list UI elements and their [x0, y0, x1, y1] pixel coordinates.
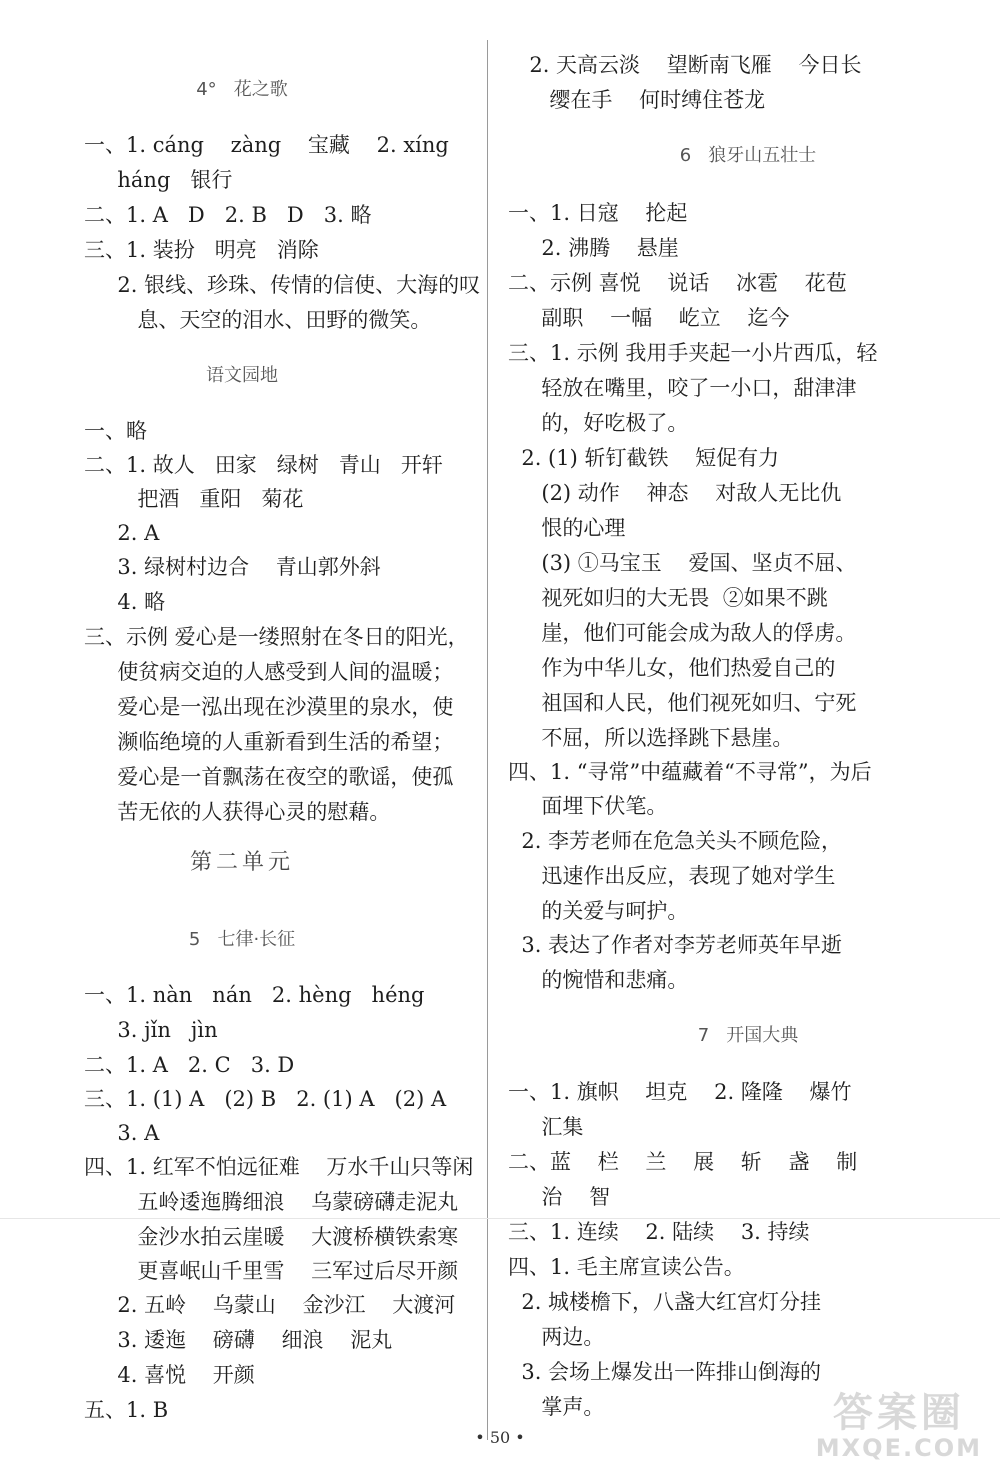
answer-line: 崖，他们可能会成为敌人的俘虏。 [508, 621, 857, 645]
answer-line: 祖国和人民，他们视死如归、宁死 [508, 691, 857, 715]
answer-line: 治 智 [508, 1185, 611, 1209]
answer-line: 2. 五岭 乌蒙山 金沙江 大渡河 [84, 1293, 456, 1317]
answer-line: 2. 沸腾 悬崖 [508, 236, 679, 260]
watermark-text: 答案圈 [832, 1390, 965, 1436]
answer-line: 面埋下伏笔。 [508, 794, 668, 818]
answer-line: 轻放在嘴里，咬了一小口，甜津津 [508, 376, 857, 400]
answer-line: 息、天空的泪水、田野的微笑。 [84, 308, 432, 332]
section-heading-7: 7 开国大典 [697, 1025, 799, 1046]
answer-line: 濒临绝境的人重新看到生活的希望； [84, 730, 454, 754]
answer-line: 使贫病交迫的人感受到人间的温暖； [84, 660, 454, 684]
section-heading-5: 5 七律·长征 [188, 929, 296, 950]
answer-line: 2. 银线、珍珠、传情的信使、大海的叹 [84, 273, 481, 297]
answer-line: 四、1. “寻常”中蕴藏着“不寻常”，为后 [508, 760, 872, 784]
section-heading-4: 4° 花之歌 [196, 79, 288, 100]
answer-line: 二、1. A D 2. B D 3. 略 [84, 203, 372, 227]
answer-line: 三、1. 连续 2. 陆续 3. 持续 [508, 1220, 810, 1244]
column-divider [487, 40, 488, 1440]
answer-line: 二、1. A 2. C 3. D [84, 1053, 295, 1077]
answer-line: 2. 天高云淡 望断南飞雁 今日长 [516, 53, 862, 77]
answer-line: 2. 城楼檐下，八盏大红宫灯分挂 [508, 1290, 822, 1314]
page-number: • 50 • [475, 1428, 525, 1447]
answer-line: 五岭逶迤腾细浪 乌蒙磅礴走泥丸 [84, 1190, 459, 1214]
answer-line: 一、1. 旗帜 坦克 2. 隆隆 爆竹 [508, 1080, 852, 1104]
answer-line: 三、1. (1) A (2) B 2. (1) A (2) A [84, 1087, 447, 1111]
answer-line: 的惋惜和悲痛。 [508, 968, 689, 992]
answer-line: 把酒 重阳 菊花 [84, 487, 304, 511]
answer-line: 3. 表达了作者对李芳老师英年早逝 [508, 933, 843, 957]
answer-line: 一、1. 日寇 抡起 [508, 201, 688, 225]
watermark-logo [816, 1391, 982, 1461]
answer-line: 四、1. 毛主席宣读公告。 [508, 1255, 745, 1279]
answer-line: 4. 喜悦 开颜 [84, 1363, 255, 1387]
answer-line: 苦无依的人获得心灵的慰藉。 [84, 800, 391, 824]
answer-line: 3. jǐn jìn [84, 1018, 218, 1042]
answer-line: 缨在手 何时缚住苍龙 [516, 88, 766, 112]
watermark-domain: MXQE.COM [815, 1434, 982, 1462]
unit-title: 第二单元 [189, 850, 294, 875]
answer-line: 3. A [84, 1121, 160, 1145]
answer-line: 三、1. 示例 我用手夹起一小片西瓜，轻 [508, 341, 878, 365]
answer-line: 一、略 [84, 419, 147, 443]
answer-line: 金沙水拍云崖暖 大渡桥横铁索寒 [84, 1225, 459, 1249]
answer-line: 3. 会场上爆发出一阵排山倒海的 [508, 1360, 822, 1384]
answer-line: 二、1. 故人 田家 绿树 青山 开轩 [84, 453, 443, 477]
answer-line: 三、示例 爱心是一缕照射在冬日的阳光， [84, 625, 469, 649]
answer-line: 的，好吃极了。 [508, 411, 689, 435]
answer-line: 三、1. 装扮 明亮 消除 [84, 238, 319, 262]
answer-line: 的关爱与呵护。 [508, 899, 689, 923]
answer-line: 两边。 [508, 1325, 605, 1349]
answer-line: (3) ①马宝玉 爱国、坚贞不屈、 [508, 551, 857, 575]
answer-line: 3. 绿树村边合 青山郭外斜 [84, 555, 381, 579]
section-heading-6: 6 狼牙山五壮士 [679, 145, 817, 166]
answer-line: 2. (1) 斩钉截铁 短促有力 [508, 446, 780, 470]
section-heading-yuwen: 语文园地 [206, 365, 278, 386]
answer-line: 2. 李芳老师在危急关头不顾危险， [508, 829, 843, 853]
answer-line: 恨的心理 [508, 516, 626, 540]
answer-line: 一、1. nàn nán 2. hèng héng [84, 983, 425, 1007]
answer-line: 二、蓝 栏 兰 展 斩 盏 制 [508, 1150, 858, 1174]
answer-line: 爱心是一泓出现在沙漠里的泉水，使 [84, 695, 454, 719]
answer-line: háng 银行 [84, 168, 233, 192]
answer-line: 迅速作出反应，表现了她对学生 [508, 864, 836, 888]
answer-line: 不屈，所以选择跳下悬崖。 [508, 726, 794, 750]
scan-fold-line [0, 1218, 1000, 1219]
answer-line: 更喜岷山千里雪 三军过后尽开颜 [84, 1259, 459, 1283]
answer-line: 3. 逶迤 磅礴 细浪 泥丸 [84, 1328, 393, 1352]
answer-line: 作为中华儿女，他们热爱自己的 [508, 656, 836, 680]
answer-line: 二、示例 喜悦 说话 冰雹 花苞 [508, 271, 847, 295]
answer-line: 爱心是一首飘荡在夜空的歌谣，使孤 [84, 765, 454, 789]
answer-line: 4. 略 [84, 590, 166, 614]
answer-line: 2. A [84, 521, 160, 545]
answer-line: 掌声。 [508, 1395, 605, 1419]
answer-line: 一、1. cáng zàng 宝藏 2. xíng [84, 133, 449, 157]
answer-line: 汇集 [508, 1115, 584, 1139]
answer-line: 五、1. B [84, 1398, 169, 1422]
answer-line: 四、1. 红军不怕远征难 万水千山只等闲 [84, 1155, 474, 1179]
answer-line: (2) 动作 神态 对敌人无比仇 [508, 481, 842, 505]
answer-line: 视死如归的大无畏 ②如果不跳 [508, 586, 828, 610]
answer-line: 副职 一幅 屹立 迄今 [508, 306, 790, 330]
